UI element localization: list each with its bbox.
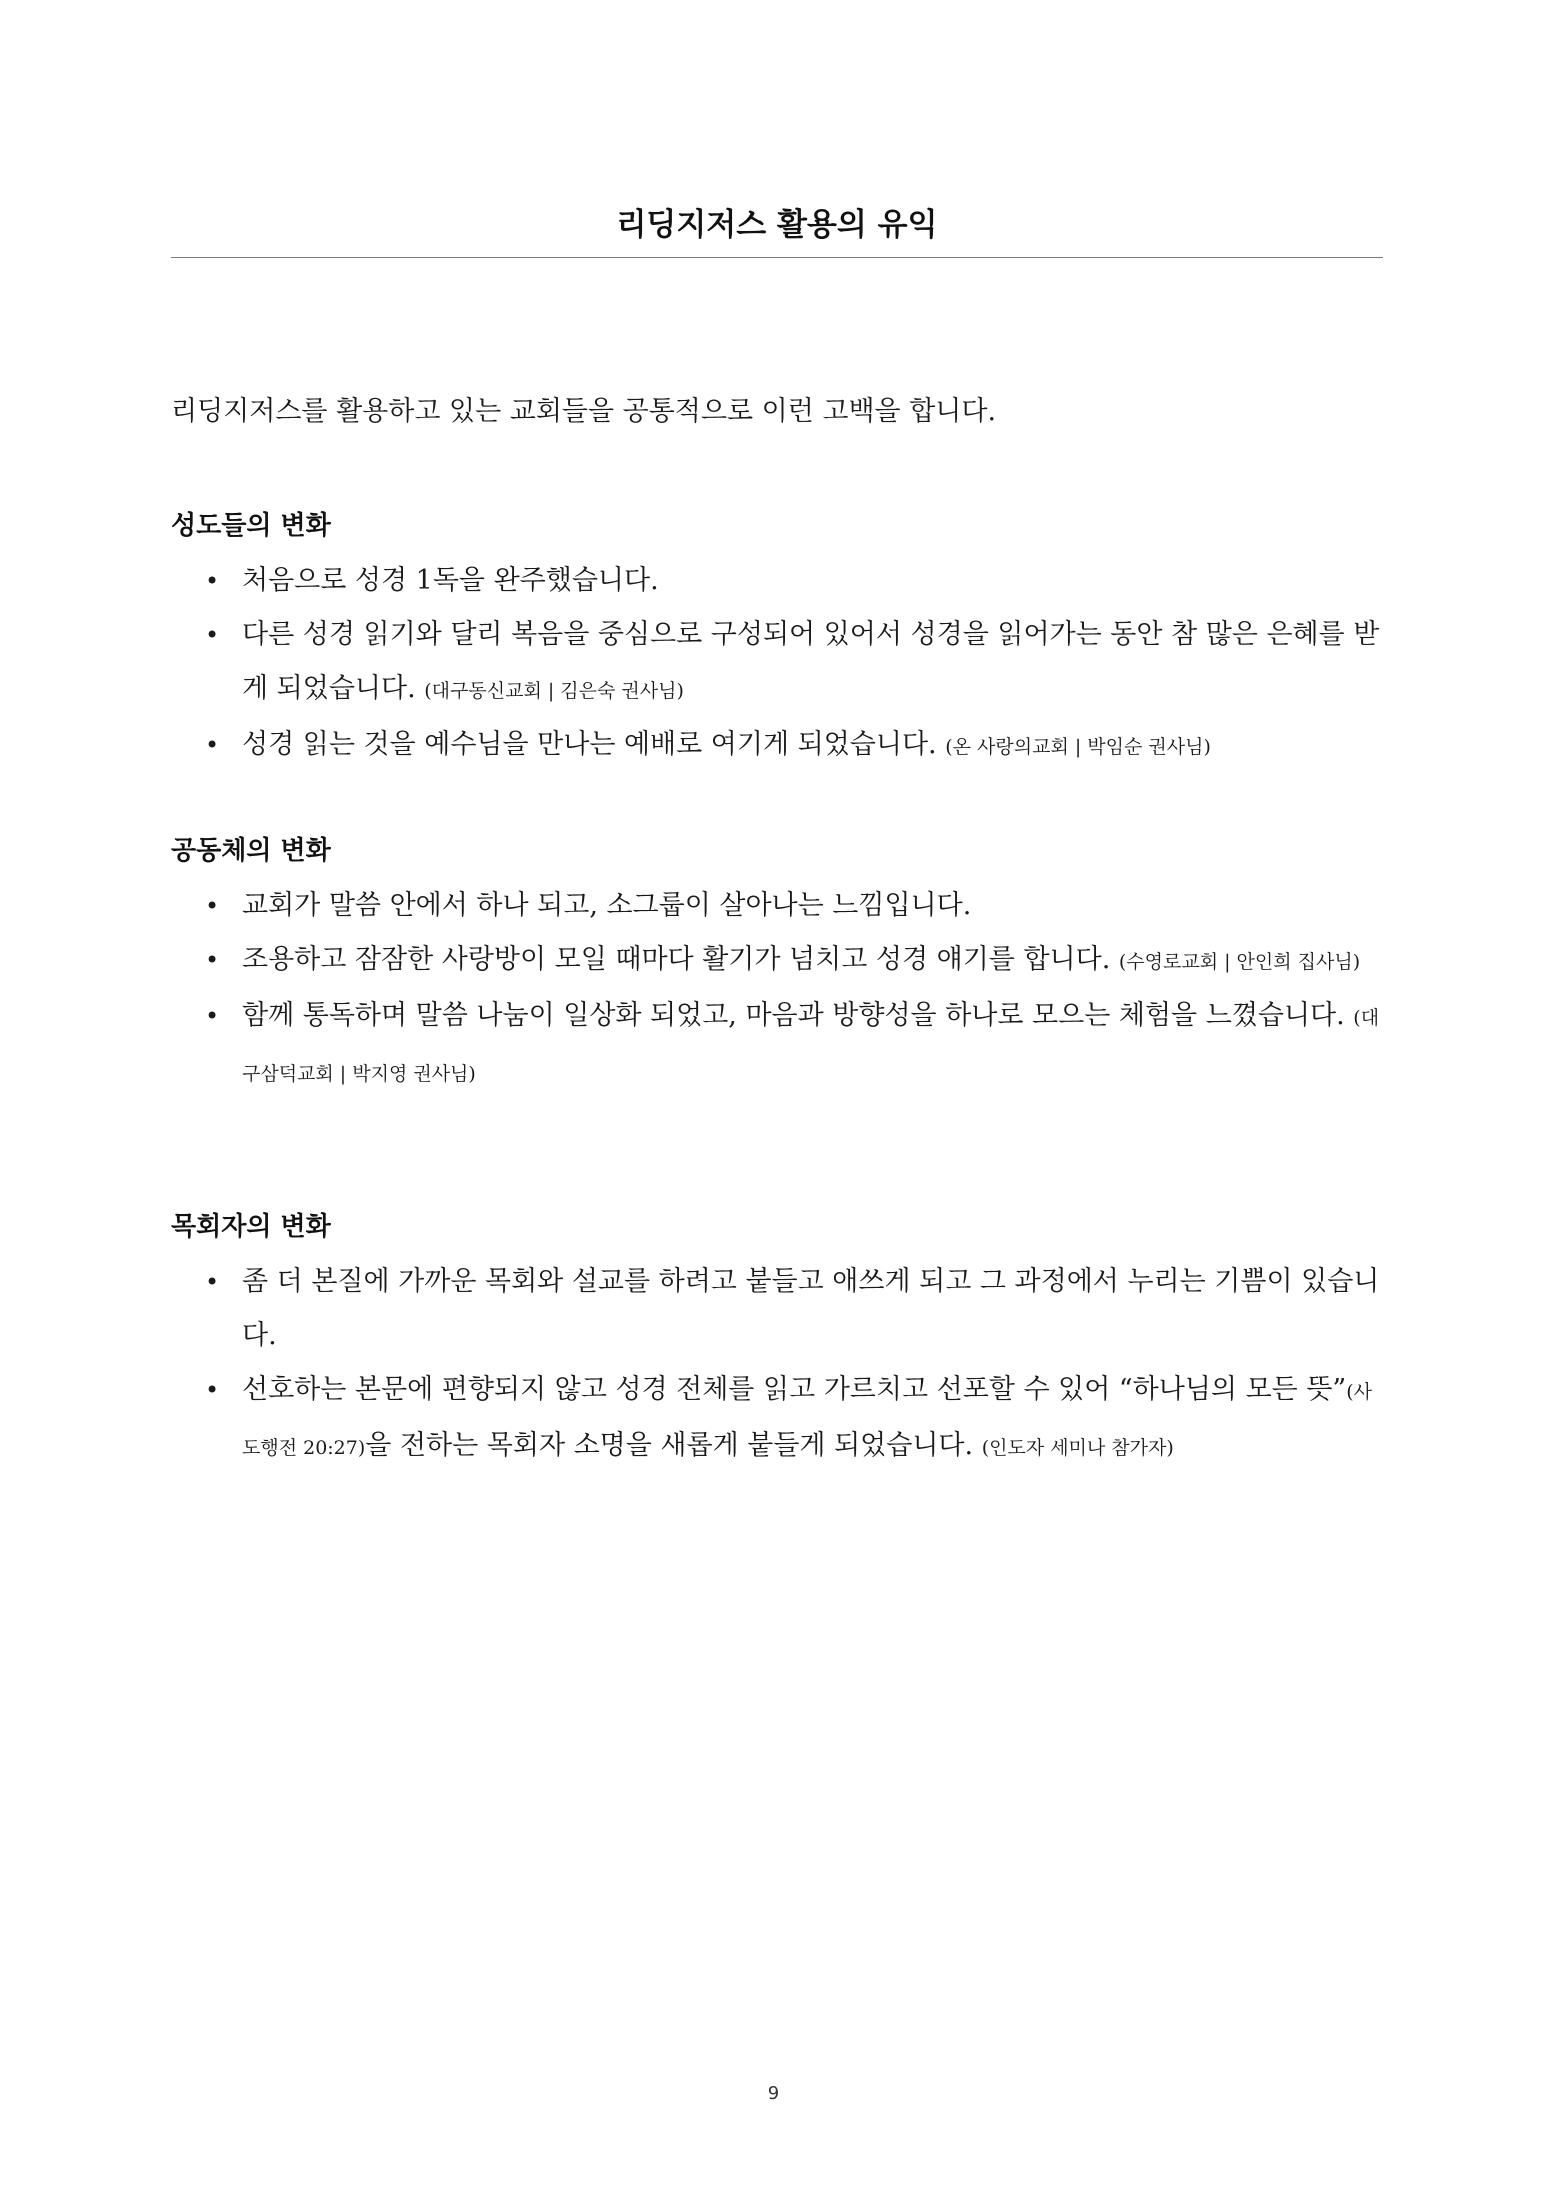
page-title: 리딩지저스 활용의 유익: [616, 207, 938, 243]
bullet-icon: •: [205, 1268, 220, 1296]
section-heading: 공동체의 변화: [171, 836, 331, 866]
list-item: [171, 554, 1383, 608]
item-text: 교회가 말씀 안에서 하나 되고, 소그룹이 살아나는 느낌입니다.: [242, 890, 972, 921]
item-citation: (온 사랑의교회 | 박임순 권사님): [945, 736, 1211, 758]
page-number: 9: [767, 2083, 780, 2104]
bullet-icon: •: [205, 946, 220, 974]
bullet-list: [171, 554, 1383, 774]
title-divider: [171, 257, 1383, 258]
item-text: 조용하고 잠잠한 사랑방이 모일 때마다 활기가 넘치고 성경 얘기를 합니다.: [242, 944, 1111, 975]
bullet-icon: •: [205, 1002, 220, 1030]
section-community-change: [171, 833, 1383, 1101]
bullet-icon: •: [205, 567, 220, 595]
item-text: 선호하는 본문에 편향되지 않고 성경 전체를 읽고 가르치고 선포할 수 있어 “하나님의 모든 뜻”: [242, 1374, 1347, 1405]
item-citation: (대구삼덕교회 | 박지영 권사님): [242, 1007, 1380, 1085]
item-text: 다른 성경 읽기와 달리 복음을 중심으로 구성되어 있어서 성경을 읽어가는 동안 참 많은 은혜를 받게 되었습니다.: [242, 619, 1380, 704]
bullet-icon: •: [205, 621, 220, 649]
item-text: 처음으로 성경 1독을 완주했습니다.: [242, 565, 659, 596]
section-heading: 성도들의 변화: [171, 511, 331, 541]
list-item: [171, 879, 1383, 933]
item-citation: (수영로교회 | 안인희 집사님): [1118, 951, 1361, 973]
list-item: [171, 718, 1383, 774]
list-item: [171, 989, 1383, 1101]
item-text: 좀 더 본질에 가까운 목회와 설교를 하려고 붙들고 애쓰게 되고 그 과정에서 누리는 기쁨이 있습니다.: [242, 1266, 1380, 1351]
bullet-list: [171, 879, 1383, 1101]
intro-paragraph: 리딩지저스를 활용하고 있는 교회들을 공통적으로 이런 고백을 합니다.: [171, 396, 997, 427]
bullet-icon: •: [205, 731, 220, 759]
bullet-icon: •: [205, 892, 220, 920]
item-text-continued: 을 전하는 목회자 소명을 새롭게 붙들게 되었습니다.: [365, 1430, 974, 1461]
section-congregation-change: [171, 508, 1383, 774]
list-item: [171, 1363, 1383, 1475]
bullet-list: [171, 1255, 1383, 1475]
list-item: [171, 608, 1383, 718]
section-pastor-change: [171, 1209, 1383, 1475]
list-item: [171, 1255, 1383, 1363]
scripture-reference: (사도행전 20:27): [242, 1381, 1372, 1459]
item-text: 함께 통독하며 말씀 나눔이 일상화 되었고, 마음과 방향성을 하나로 모으는 체험을 느꼈습니다.: [242, 1000, 1345, 1031]
item-citation: (인도자 세미나 참가자): [981, 1437, 1174, 1459]
item-citation: (대구동신교회 | 김은숙 권사님): [424, 680, 684, 702]
section-heading: 목회자의 변화: [171, 1212, 331, 1242]
bullet-icon: •: [205, 1376, 220, 1404]
list-item: [171, 933, 1383, 989]
item-text: 성경 읽는 것을 예수님을 만나는 예배로 여기게 되었습니다.: [242, 729, 937, 760]
